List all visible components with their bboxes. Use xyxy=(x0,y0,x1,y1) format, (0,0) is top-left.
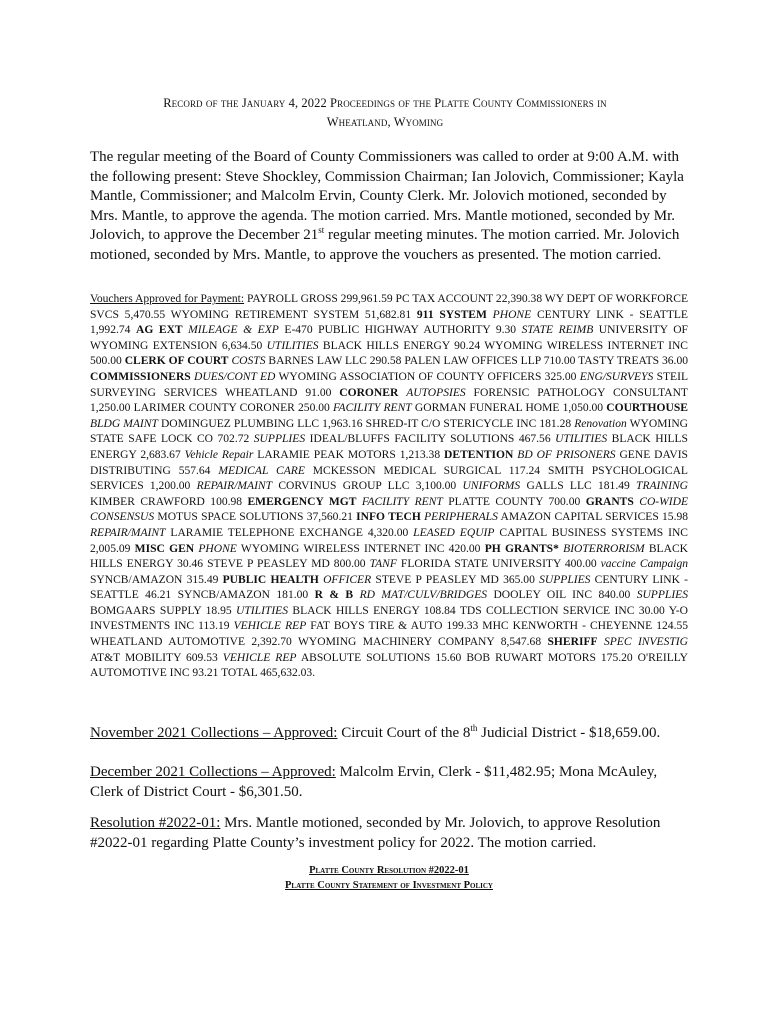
voucher-subcategory: RD MAT/CULV/BRIDGES xyxy=(359,589,488,602)
voucher-text: FAT BOYS TIRE & AUTO 199.33 MHC KENWORTH - CHEYENNE 124.55 WHEATLAND AUTOMOTIVE 2,392.70 WYOMING MACHINERY COMPANY 8,547.68 xyxy=(90,620,689,649)
voucher-category: R & B xyxy=(314,589,354,602)
voucher-subcategory: OFFICER xyxy=(323,573,372,586)
voucher-text: CORVINUS GROUP LLC 3,100.00 xyxy=(272,480,463,493)
voucher-category: 911 SYSTEM xyxy=(416,308,487,321)
voucher-subcategory: DUES/CONT ED xyxy=(194,370,276,383)
voucher-subcategory: ENG/SURVEYS xyxy=(579,370,654,383)
voucher-text: PAYROLL GROSS 299,961.59 PC TAX ACCOUNT 22,390.38 WY DEPT OF WORKFORCE SVCS 5,470.55 WYOMING RETIREMENT SYSTEM 51,682.81 xyxy=(90,293,688,321)
voucher-subcategory: AUTOPSIES xyxy=(406,386,466,399)
november-superscript: th xyxy=(470,723,478,733)
voucher-subcategory: BIOTERRORISM xyxy=(563,542,645,555)
intro-text-a: The regular meeting of the Board of County Commissioners was called to order at 9:00 A.M. with the following present: Steve Shockley, Commission Chairman; Ian Jolovich, Commissioner; Kayla Mantle, Commissioner; and Malcolm Ervin, County Clerk. Mr. Jolovich motioned, seconded by Mrs. Mantle, to approve the agenda. The motion carried. Mrs. Mantle motioned, seconded by Mr. Jolovich, to approve the December 21 xyxy=(90,149,684,243)
voucher-text: SYNCB/AMAZON 315.49 xyxy=(90,573,223,586)
resolution-heading-line-1: Platte County Resolution #2022-01 xyxy=(309,865,469,876)
voucher-subcategory: FACILITY RENT xyxy=(361,495,443,508)
voucher-text: FLORIDA STATE UNIVERSITY 400.00 xyxy=(396,558,601,571)
voucher-text: WYOMING STATE SAFE LOCK CO 702.72 xyxy=(90,417,689,446)
voucher-text: IDEAL/BLUFFS FACILITY SOLUTIONS 467.56 xyxy=(305,433,556,446)
voucher-text: BARNES LAW LLC 290.58 PALEN LAW OFFICES LLP 710.00 TASTY TREATS 36.00 xyxy=(265,355,688,368)
voucher-text: CENTURY LINK - SEATTLE 1,992.74 xyxy=(90,308,688,337)
record-title-line-2: Wheatland, Wyoming xyxy=(326,115,444,129)
voucher-subcategory: PHONE xyxy=(198,542,237,555)
voucher-subcategory: STATE REIMB xyxy=(521,324,594,337)
voucher-text: MOTUS SPACE SOLUTIONS 37,560.21 xyxy=(154,511,357,524)
voucher-text: WYOMING WIRELESS INTERNET INC 420.00 xyxy=(236,542,485,555)
record-title xyxy=(80,94,690,132)
voucher-category: GRANTS xyxy=(585,495,634,508)
voucher-text: BOMGAARS SUPPLY 18.95 xyxy=(90,604,237,617)
december-collections-label: December 2021 Collections – Approved: xyxy=(90,764,336,780)
voucher-text: WYOMING ASSOCIATION OF COUNTY OFFICERS 325.00 xyxy=(275,370,580,383)
resolution-heading xyxy=(90,864,688,893)
resolution-text: Mrs. Mantle motioned, seconded by Mr. Jolovich, to approve Resolution #2022-01 regarding Platte County’s investment policy for 2022. The motion carried. xyxy=(90,815,661,851)
voucher-category: MISC GEN xyxy=(134,542,195,555)
meeting-intro-paragraph xyxy=(90,148,688,265)
voucher-category: SHERIFF xyxy=(547,636,598,649)
voucher-text: GENE DAVIS DISTRIBUTING 557.64 xyxy=(90,448,688,477)
voucher-category: AG EXT xyxy=(135,324,183,337)
voucher-subcategory: Vehicle Repair xyxy=(184,448,254,461)
voucher-text: LARAMIE PEAK MOTORS 1,213.38 xyxy=(253,448,445,461)
voucher-subcategory: CO-WIDE CONSENSUS xyxy=(90,495,688,524)
december-collections-paragraph xyxy=(90,763,688,802)
voucher-subcategory: SUPPLIES xyxy=(539,573,591,586)
voucher-subcategory: FACILITY RENT xyxy=(332,402,412,415)
voucher-subcategory: MEDICAL CARE xyxy=(218,464,305,477)
voucher-subcategory: PHONE xyxy=(492,308,532,321)
voucher-subcategory: VEHICLE REP xyxy=(233,620,307,633)
intro-superscript: st xyxy=(318,225,325,235)
voucher-text: BLACK HILLS ENERGY 30.46 STEVE P PEASLEY MD 800.00 xyxy=(90,542,688,571)
voucher-text: PLATTE COUNTY 700.00 xyxy=(442,495,586,508)
voucher-text: ABSOLUTE SOLUTIONS 15.60 BOB RUWART MOTORS 175.20 O'REILLY AUTOMOTIVE INC 93.21 TOTAL 465,632.03. xyxy=(90,651,688,680)
voucher-subcategory: LEASED EQUIP xyxy=(413,526,495,539)
voucher-text: GORMAN FUNERAL HOME 1,050.00 xyxy=(411,402,607,415)
voucher-text: STEIL SURVEYING SERVICES WHEATLAND 91.00 xyxy=(90,370,688,399)
voucher-text: FORENSIC PATHOLOGY CONSULTANT 1,250.00 LARIMER COUNTY CORONER 250.00 xyxy=(90,386,688,415)
record-title-line-1: Record of the January 4, 2022 Proceedings of the Platte County Commissioners in xyxy=(163,96,607,110)
voucher-subcategory: vaccine Campaign xyxy=(600,558,688,571)
voucher-category: DETENTION xyxy=(444,448,514,461)
november-collections-paragraph xyxy=(90,724,688,744)
voucher-category: EMERGENCY MGT xyxy=(247,495,357,508)
november-text-b: Judicial District - $18,659.00. xyxy=(477,725,661,741)
november-text-a: Circuit Court of the 8 xyxy=(337,725,471,741)
voucher-text: AT&T MOBILITY 609.53 xyxy=(90,651,223,664)
voucher-text: DOMINGUEZ PLUMBING LLC 1,963.16 SHRED-IT C/O STERICYCLE INC 181.28 xyxy=(157,417,575,430)
voucher-subcategory: SUPPLIES xyxy=(253,433,306,446)
voucher-category: COMMISSIONERS xyxy=(90,370,191,383)
intro-text-b: regular meeting minutes. The motion carried. Mr. Jolovich motioned, seconded by Mrs. Mantle, to approve the vouchers as presented. The motion carried. xyxy=(90,227,680,263)
voucher-text: BLACK HILLS ENERGY 90.24 WYOMING WIRELESS INTERNET INC 500.00 xyxy=(90,339,688,368)
voucher-category: CLERK OF COURT xyxy=(124,355,229,368)
vouchers-paragraph xyxy=(90,292,688,682)
voucher-subcategory: REPAIR/MAINT xyxy=(90,526,166,539)
voucher-subcategory: COSTS xyxy=(231,355,266,368)
voucher-subcategory: VEHICLE REP xyxy=(222,651,297,664)
voucher-text: UNIVERSITY OF WYOMING EXTENSION 6,634.50 xyxy=(90,324,688,352)
vouchers-label: Vouchers Approved for Payment: xyxy=(90,293,245,305)
december-collections-text: Malcolm Ervin, Clerk - $11,482.95; Mona McAuley, Clerk of District Court - $6,301.50. xyxy=(90,764,658,800)
voucher-subcategory: UNIFORMS xyxy=(462,480,521,493)
voucher-category: PH GRANTS* xyxy=(484,542,559,555)
voucher-subcategory: BLDG MAINT xyxy=(90,417,158,430)
voucher-text: KIMBER CRAWFORD 100.98 xyxy=(90,495,248,508)
voucher-subcategory: BD OF PRISONERS xyxy=(517,448,616,461)
voucher-subcategory: TRAINING xyxy=(636,480,688,493)
voucher-subcategory: UTILITIES xyxy=(555,433,608,446)
voucher-text: DOOLEY OIL INC 840.00 xyxy=(487,589,637,602)
voucher-text: LARAMIE TELEPHONE EXCHANGE 4,320.00 xyxy=(165,526,414,539)
voucher-subcategory: SPEC INVESTIG xyxy=(603,636,688,649)
voucher-subcategory: SUPPLIES xyxy=(636,589,689,602)
voucher-subcategory: UTILITIES xyxy=(236,604,289,617)
voucher-category: CORONER xyxy=(339,386,399,399)
voucher-category: COURTHOUSE xyxy=(606,402,688,415)
voucher-subcategory: UTILITIES xyxy=(266,339,319,352)
voucher-text: GALLS LLC 181.49 xyxy=(520,480,637,493)
voucher-subcategory: PERIPHERALS xyxy=(424,511,498,524)
voucher-text: BLACK HILLS ENERGY 108.84 TDS COLLECTION SERVICE INC 30.00 Y-O INVESTMENTS INC 113.19 xyxy=(90,604,688,633)
voucher-subcategory: REPAIR/MAINT xyxy=(196,480,273,493)
voucher-text: BLACK HILLS ENERGY 2,683.67 xyxy=(90,433,688,461)
voucher-subcategory: TANF xyxy=(369,558,397,571)
voucher-text: MCKESSON MEDICAL SURGICAL 117.24 SMITH PSYCHOLOGICAL SERVICES 1,200.00 xyxy=(90,464,688,493)
voucher-category: INFO TECH xyxy=(356,511,421,524)
voucher-category: PUBLIC HEALTH xyxy=(222,573,319,586)
voucher-text: E-470 PUBLIC HIGHWAY AUTHORITY 9.30 xyxy=(278,324,522,337)
voucher-subcategory: Renovation xyxy=(574,417,627,430)
voucher-text: AMAZON CAPITAL SERVICES 15.98 xyxy=(497,511,688,524)
voucher-text: CENTURY LINK - SEATTLE 46.21 SYNCB/AMAZON 181.00 xyxy=(90,573,688,602)
resolution-paragraph xyxy=(90,814,688,853)
resolution-heading-line-2: Platte County Statement of Investment Policy xyxy=(285,879,493,891)
voucher-text: CAPITAL BUSINESS SYSTEMS INC 2,005.09 xyxy=(90,526,688,555)
november-collections-label: November 2021 Collections – Approved: xyxy=(90,725,338,741)
resolution-label: Resolution #2022-01: xyxy=(90,815,221,831)
voucher-subcategory: MILEAGE & EXP xyxy=(188,324,279,337)
voucher-text: STEVE P PEASLEY MD 365.00 xyxy=(371,573,540,586)
